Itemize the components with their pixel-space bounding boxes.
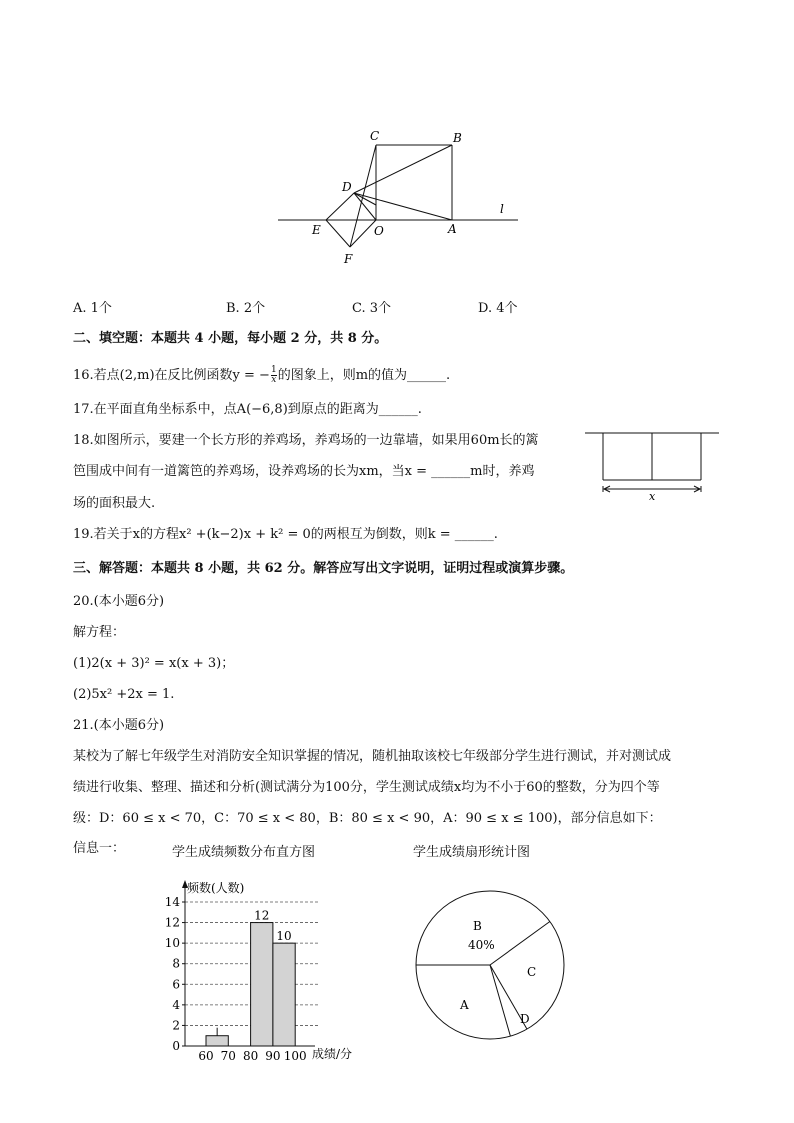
x-tick-label: 100	[283, 1049, 307, 1063]
question-21-line1: 某校为了解七年级学生对消防安全知识掌握的情况，随机抽取该校七年级部分学生进行测试，并对测试成	[73, 749, 672, 764]
section2-title: 二、填空题：本题共 4 小题，每小题 2 分，共 8 分。	[73, 331, 388, 346]
geometry-figure	[270, 125, 530, 270]
question-21-line3: 级：D：60 ≤ x < 70，C：70 ≤ x < 80，B：80 ≤ x < 90，A：90 ≤ x ≤ 100)，部分信息如下：	[73, 811, 662, 826]
question-16	[73, 366, 450, 385]
question-17: 17.在平面直角坐标系中，点A(−6,8)到原点的距离为______.	[73, 402, 422, 417]
pie-chart	[410, 885, 570, 1045]
bar-data-label: 12	[254, 908, 270, 923]
pie-label-d: D	[520, 1012, 530, 1026]
pie-divider-d-a	[490, 965, 510, 1036]
q18-figure	[583, 428, 723, 503]
question-21-line2: 绩进行收集、整理、描述和分析(测试满分为100分，学生测试成绩x均为不小于60的整数，分为四个等	[73, 780, 660, 795]
question-20-head: 20.(本小题6分)	[73, 594, 165, 609]
y-tick-label: 0	[172, 1039, 180, 1053]
histogram-chart	[150, 872, 380, 1067]
label-a: A	[448, 222, 457, 236]
question-18-line3: 场的面积最大.	[73, 496, 156, 511]
pie-label-b-percent: 40%	[468, 938, 495, 952]
histogram-title: 学生成绩频数分布直方图	[172, 845, 316, 860]
bar-data-label: 10	[276, 929, 292, 944]
option-a: A. 1个	[73, 301, 112, 316]
histogram-bar	[273, 943, 295, 1046]
y-tick-label: 4	[172, 997, 180, 1012]
question-19: 19.若关于x的方程x² +(k−2)x + k² = 0的两根互为倒数，则k = ______.	[73, 527, 498, 542]
q16-frac-num: 1	[270, 365, 277, 375]
question-20-part1: (1)2(x + 3)² = x(x + 3)；	[73, 656, 235, 671]
pie-divider-b-c	[490, 922, 550, 965]
question-20-part2: (2)5x² +2x = 1.	[73, 687, 175, 702]
section3-title: 三、解答题：本题共 8 小题，共 62 分。解答应写出文字说明，证明过程或演算步骤。	[73, 561, 574, 576]
y-tick-label: 2	[172, 1018, 180, 1033]
x-axis-label: 成绩/分	[312, 1047, 353, 1061]
option-d: D. 4个	[478, 301, 518, 316]
histogram-bar	[251, 923, 273, 1046]
pie-label-c: C	[527, 965, 537, 979]
label-b: B	[453, 131, 462, 145]
q16-frac-den: x	[271, 375, 277, 385]
y-tick-label: 8	[172, 956, 180, 971]
x-tick-label: 90	[265, 1049, 281, 1063]
q16-post: 的图象上，则m的值为______.	[277, 368, 451, 383]
pie-label-a: A	[460, 998, 469, 1012]
x-tick-label: 80	[242, 1049, 259, 1063]
pie-label-b: B	[473, 919, 482, 933]
y-tick-label: 14	[164, 895, 180, 909]
x-tick-label: 70	[220, 1049, 236, 1063]
pie-chart-title: 学生成绩扇形统计图	[413, 845, 531, 860]
y-axis-label: 频数(人数)	[187, 881, 245, 895]
question-18-line2: 笆围成中间有一道篱笆的养鸡场，设养鸡场的长为xm，当x = ______m时，养鸡	[73, 464, 535, 479]
question-21-head: 21.(本小题6分)	[73, 718, 165, 733]
x-tick-label: 60	[198, 1049, 214, 1063]
label-l: l	[500, 202, 504, 216]
histogram-bar	[206, 1036, 228, 1046]
info-one-label: 信息一：	[73, 841, 126, 856]
y-tick-label: 6	[172, 977, 180, 992]
q16-pre: 16.若点(2,m)在反比例函数y = −	[73, 368, 270, 383]
option-c: C. 3个	[352, 301, 392, 316]
question-20-intro: 解方程：	[73, 625, 126, 640]
y-tick-label: 12	[164, 915, 180, 930]
label-o: O	[374, 224, 384, 238]
question-18-line1: 18.如图所示，要建一个长方形的养鸡场，养鸡场的一边靠墙，如果用60m长的篱	[73, 433, 539, 448]
label-d: D	[342, 180, 352, 194]
y-tick-label: 10	[164, 936, 180, 951]
label-c: C	[370, 129, 380, 143]
label-e: E	[312, 223, 321, 237]
q18-figure-x-label: x	[649, 490, 656, 503]
option-b: B. 2个	[226, 301, 266, 316]
label-f: F	[344, 252, 353, 266]
